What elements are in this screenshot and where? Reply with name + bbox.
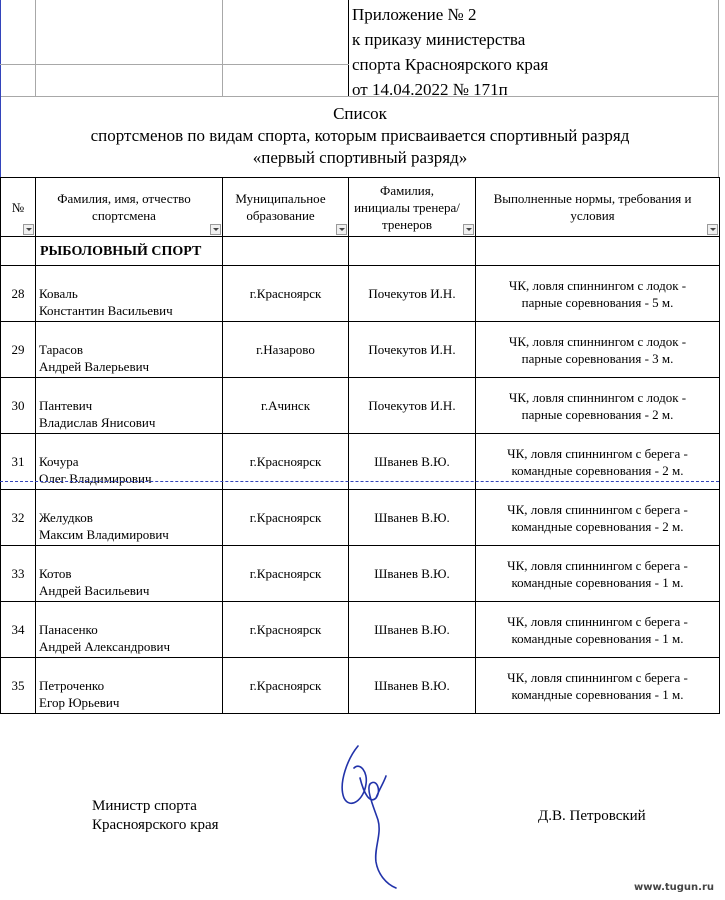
norms-cell [476,602,720,658]
section-cell [223,237,349,266]
table-row [1,602,720,658]
header-label: Фамилия, инициалы тренера/тренеров [354,182,460,232]
athlete-name-cell [36,546,223,602]
header-label: № [11,199,25,215]
coach-cell: Шванев В.Ю. [349,602,476,658]
athlete-name-cell [36,378,223,434]
table-row [1,546,720,602]
norm-line: командные соревнования - 2 м. [511,518,684,534]
athlete-given-names: Максим Владимирович [39,527,169,542]
municipality-cell: г.Красноярск [223,546,349,602]
athlete-surname: Пантевич [39,398,93,413]
athlete-given-names: Олег Владимирович [39,471,152,486]
municipality-cell: г.Красноярск [223,658,349,714]
watermark: www.tugun.ru [634,882,715,893]
filter-dropdown-button[interactable] [707,224,718,235]
norm-line: ЧК, ловля спиннингом с берега - [507,669,688,685]
top-grid-line [348,0,349,96]
signatory-name: Д.В. Петровский [538,808,646,824]
norm-line: ЧК, ловля спиннингом с берега - [507,557,688,573]
athlete-given-names: Андрей Васильевич [39,583,150,598]
athlete-name-cell [36,602,223,658]
athlete-name-cell [36,490,223,546]
table-row [1,490,720,546]
norms-cell [476,658,720,714]
table-row [1,266,720,322]
athlete-surname: Желудков [39,510,93,525]
section-cell [476,237,720,266]
norm-line: командные соревнования - 1 м. [511,574,684,590]
filter-dropdown-button[interactable] [336,224,347,235]
norms-cell [476,490,720,546]
athlete-given-names: Константин Васильевич [39,303,173,318]
document-title [0,103,720,169]
row-number: 32 [1,490,36,546]
norm-line: парные соревнования - 5 м. [521,294,674,310]
athlete-surname: Кочура [39,454,79,469]
row-number: 29 [1,322,36,378]
signatory-position [92,797,219,835]
coach-cell: Почекутов И.Н. [349,378,476,434]
table-body [1,266,720,714]
norm-line: командные соревнования - 1 м. [511,630,684,646]
coach-cell: Шванев В.Ю. [349,658,476,714]
norms-cell [476,378,720,434]
table-row [1,658,720,714]
row-number: 33 [1,546,36,602]
section-label: РЫБОЛОВНЫЙ СПОРТ [36,237,223,266]
norms-cell [476,266,720,322]
top-grid-line [0,0,1,96]
appendix-line: к приказу министерства [352,30,526,49]
row-number: 31 [1,434,36,490]
norm-line: командные соревнования - 2 м. [511,462,684,478]
table-header-row [1,178,720,237]
municipality-cell: г.Красноярск [223,434,349,490]
norm-line: командные соревнования - 1 м. [511,686,684,702]
header-label: Фамилия, имя, отчество спортсмена [57,191,191,223]
coach-cell: Почекутов И.Н. [349,322,476,378]
row-number: 35 [1,658,36,714]
header-cell-name [36,178,223,237]
row-number: 34 [1,602,36,658]
coach-cell: Шванев В.Ю. [349,546,476,602]
coach-cell: Шванев В.Ю. [349,490,476,546]
norm-line: ЧК, ловля спиннингом с берега - [507,445,688,461]
municipality-cell: г.Красноярск [223,266,349,322]
coach-cell: Почекутов И.Н. [349,266,476,322]
athlete-name-cell [36,322,223,378]
header-label: Выполненные нормы, требования и условия [493,191,692,223]
athlete-given-names: Андрей Александрович [39,639,170,654]
norms-cell [476,546,720,602]
section-row [1,237,720,266]
header-label: Муниципальное образование [235,191,326,223]
athletes-table [0,177,720,714]
top-grid-line [0,64,349,65]
norm-line: ЧК, ловля спиннингом с берега - [507,613,688,629]
norm-line: парные соревнования - 2 м. [521,406,674,422]
norm-line: ЧК, ловля спиннингом с лодок - [508,389,687,405]
page-break-line [0,481,719,482]
title-line: «первый спортивный разряд» [252,148,468,167]
section-cell [349,237,476,266]
coach-cell: Шванев В.Ю. [349,434,476,490]
municipality-cell: г.Красноярск [223,602,349,658]
header-cell-norms [476,178,720,237]
position-line: Красноярского края [92,817,219,833]
header-cell-municipality [223,178,349,237]
athlete-name-cell [36,658,223,714]
row-number: 28 [1,266,36,322]
title-line: Список [333,104,387,123]
appendix-header [352,2,548,102]
position-line: Министр спорта [92,798,197,814]
norm-line: парные соревнования - 3 м. [521,350,674,366]
table-row [1,322,720,378]
filter-dropdown-button[interactable] [23,224,34,235]
athlete-surname: Котов [39,566,72,581]
athlete-surname: Коваль [39,286,78,301]
athlete-surname: Петроченко [39,678,105,693]
filter-dropdown-button[interactable] [210,224,221,235]
municipality-cell: г.Ачинск [223,378,349,434]
section-cell [1,237,36,266]
norm-line: ЧК, ловля спиннингом с берега - [507,501,688,517]
athlete-given-names: Егор Юрьевич [39,695,120,710]
row-number: 30 [1,378,36,434]
athlete-surname: Панасенко [39,622,98,637]
header-cell-num [1,178,36,237]
athlete-given-names: Владислав Янисович [39,415,156,430]
municipality-cell: г.Красноярск [223,490,349,546]
athlete-surname: Тарасов [39,342,84,357]
appendix-line: Приложение № 2 [352,5,477,24]
athlete-given-names: Андрей Валерьевич [39,359,150,374]
appendix-line: спорта Красноярского края [352,55,549,74]
norm-line: ЧК, ловля спиннингом с лодок - [508,333,687,349]
norms-cell [476,322,720,378]
norm-line: ЧК, ловля спиннингом с лодок - [508,277,687,293]
top-grid-line [222,0,223,96]
handwritten-signature [330,738,410,894]
appendix-line: от 14.04.2022 № 171п [352,80,508,99]
filter-dropdown-button[interactable] [463,224,474,235]
athlete-name-cell [36,266,223,322]
title-line: спортсменов по видам спорта, которым присваивается спортивный разряд [90,126,630,145]
header-cell-coach [349,178,476,237]
table-row [1,378,720,434]
municipality-cell: г.Назарово [223,322,349,378]
top-grid-line [35,0,36,96]
